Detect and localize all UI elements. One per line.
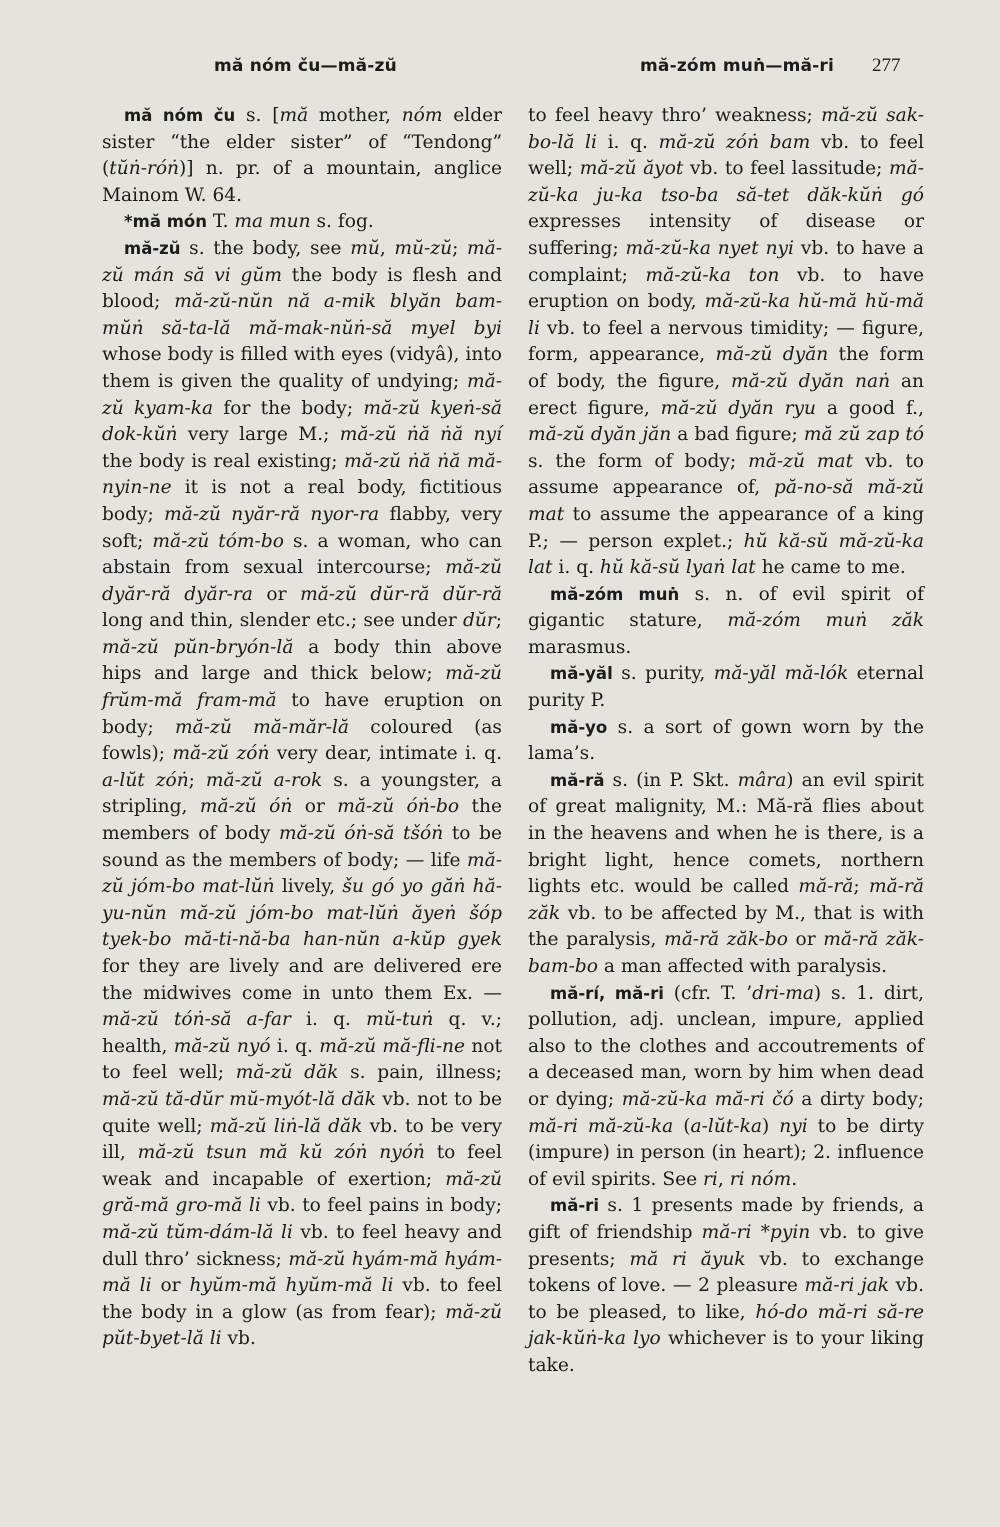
- entry-headword: mă-rí, mă-ri: [550, 983, 664, 1003]
- running-head-right: mă-zóm muṅ—mă-ri: [640, 56, 835, 76]
- dictionary-entry: [528, 582, 924, 662]
- entry-headword: mă nóm ču: [124, 106, 236, 125]
- entry-definition: s. purity, mă-yăl mă-lók eternal purity P.: [528, 663, 924, 712]
- entry-headword: mă-zóm muṅ: [550, 584, 680, 604]
- entry-definition: T. ma mun s. fog.: [206, 211, 374, 233]
- entry-definition: s. [mă mother, nóm elder sister “the elder sister” of “Tendong” (tŭṅ-róṅ)] n. pr. of a mountain, anglice Mainom W. 64.: [102, 105, 502, 206]
- entry-headword: mă-yo: [550, 717, 608, 737]
- running-head-left: mă nóm ču—mă-zŭ: [214, 56, 397, 76]
- entry-headword: *mă món: [124, 212, 207, 232]
- dictionary-entry: [102, 209, 502, 236]
- page-number: 277: [872, 55, 901, 76]
- dictionary-entry: [528, 768, 924, 981]
- entry-definition: s. n. of evil spirit of gigantic stature, mă-zóm muṅ zăk marasmus.: [528, 583, 924, 658]
- entry-definition: s. a sort of gown worn by the lama’s.: [528, 716, 924, 765]
- entry-headword: mă-yăl: [550, 664, 613, 684]
- entry-headword: mă-zŭ: [124, 238, 181, 258]
- left-column: [102, 103, 502, 1353]
- entry-definition: s. (in P. Skt. mâra) an evil spirit of great malignity, M.: Mă-ră flies about in the heavens and when he is there, is a bright light, hence comets, northern lights etc. would be called mă-ră; mă-ră zăk vb. to be affected by M., that is with the paralysis, mă-ră zăk-bo or mă-ră zăk-bam-bo a man affected with paralysis.: [528, 769, 924, 977]
- entry-definition: to feel heavy thro’ weakness; mă-zŭ sak-bo-lă li i. q. mă-zŭ zóṅ bam vb. to feel well; mă-zŭ ăyot vb. to feel lassitude; mă-zŭ-ka ju-ka tso-ba să-tet dăk-kŭṅ gó expresses intensity of disease or suffering; mă-zŭ-ka nyet nyi vb. to have a complaint; mă-zŭ-ka ton vb. to have eruption on body, mă-zŭ-ka hŭ-mă hŭ-mă li vb. to feel a nervous timidity; — figure, form, appearance, mă-zŭ dyăn the form of body, the figure, mă-zŭ dyăn naṅ an erect figure, mă-zŭ dyăn ryu a good f., mă-zŭ dyăn jăn a bad figure; mă zŭ zap tó s. the form of body; mă-zŭ mat vb. to assume appearance of, pă-no-să mă-zŭ mat to assume the appearance of a king P.; — person explet.; hŭ kă-sŭ mă-zŭ-ka lat i. q. hŭ kă-sŭ lyaṅ lat he came to me.: [528, 105, 925, 579]
- dictionary-entry: [102, 103, 502, 209]
- right-column: [528, 103, 924, 1380]
- dictionary-entry: [528, 1193, 924, 1379]
- entry-headword: mă-ri: [550, 1196, 599, 1216]
- dictionary-entry: [528, 103, 924, 582]
- entry-definition: s. the body, see mŭ, mŭ-zŭ; mă-zŭ mán să vi gŭm the body is flesh and blood; mă-zŭ-nŭn nă a-mik blyăn bam-mŭṅ să-ta-lă mă-mak-nŭṅ-să myel byi whose body is filled with eyes (vidyâ), into them is given the quality of undying; mă-zŭ kyam-ka for the body; mă-zŭ kyeṅ-să dok-kŭṅ very large M.; mă-zŭ ṅă ṅă nyí the body is real existing; mă-zŭ ṅă ṅă mă-nyin-ne it is not a real body, fictitious body; mă-zŭ nyăr-ră nyor-ra flabby, very soft; mă-zŭ tóm-bo s. a woman, who can abstain from sexual intercourse; mă-zŭ dyăr-ră dyăr-ra or mă-zŭ dŭr-ră dŭr-ră long and thin, slender etc.; see under dŭr; mă-zŭ pŭn-bryón-lă a body thin above hips and large and thick below; mă-zŭ frŭm-mă fram-mă to have eruption on body; mă-zŭ mă-măr-lă coloured (as fowls); mă-zŭ zóṅ very dear, intimate i. q. a-lŭt zóṅ; mă-zŭ a-rok s. a youngster, a stripling, mă-zŭ óṅ or mă-zŭ óṅ-bo the members of body mă-zŭ óṅ-să tšóṅ to be sound as the members of body; — life mă-zŭ jóm-bo mat-lŭṅ lively, šu gó yo găṅ hă-yu-nŭn mă-zŭ jóm-bo mat-lŭṅ ăyeṅ šóp tyek-bo mă-ti-nă-ba han-nŭn a-kŭp gyek for they are lively and are delivered ere the midwives come in unto them Ex. — mă-zŭ tóṅ-să a-far i. q. mŭ-tuṅ q. v.; health, mă-zŭ nyó i. q. mă-zŭ mă-fli-ne not to feel well; mă-zŭ dăk s. pain, illness; mă-zŭ tă-dŭr mŭ-myót-lă dăk vb. not to be quite well; mă-zŭ liṅ-lă dăk vb. to be very ill, mă-zŭ tsun mă kŭ zóṅ nyóṅ to feel weak and incapable of exertion; mă-zŭ gră-mă gro-mă li vb. to feel pains in body; mă-zŭ tŭm-dám-lă li vb. to feel heavy and dull thro’ sickness; mă-zŭ hyám-mă hyám-mă li or hyŭm-mă hyŭm-mă li vb. to feel the body in a glow (as from fear); mă-zŭ pŭt-byet-lă li vb.: [102, 237, 503, 1350]
- dictionary-entry: [102, 236, 502, 1353]
- entry-definition: s. 1 presents made by friends, a gift of friendship mă-ri *pyin vb. to give presents; mă ri ăyuk vb. to exchange tokens of love. — 2 pleasure mă-ri jak vb. to be pleased, to like, hó-do mă-ri să-re jak-kŭṅ-ka lyo whichever is to your liking take.: [528, 1195, 925, 1376]
- entry-headword: mă-ră: [550, 770, 605, 790]
- dictionary-entry: [528, 981, 924, 1194]
- entry-definition: (cfr. T. ’dri-ma) s. 1. dirt, pollution, adj. unclean, impure, applied also to the clothes and accoutrements of a deceased man, worn by him when dead or dying; mă-zŭ-ka mă-ri čó a dirty body; mă-ri mă-zŭ-ka (a-lŭt-ka) nyi to be dirty (impure) in person (in heart); 2. influence of evil spirits. See ri, ri nóm.: [528, 982, 925, 1190]
- dictionary-entry: [528, 661, 924, 714]
- dictionary-entry: [528, 715, 924, 768]
